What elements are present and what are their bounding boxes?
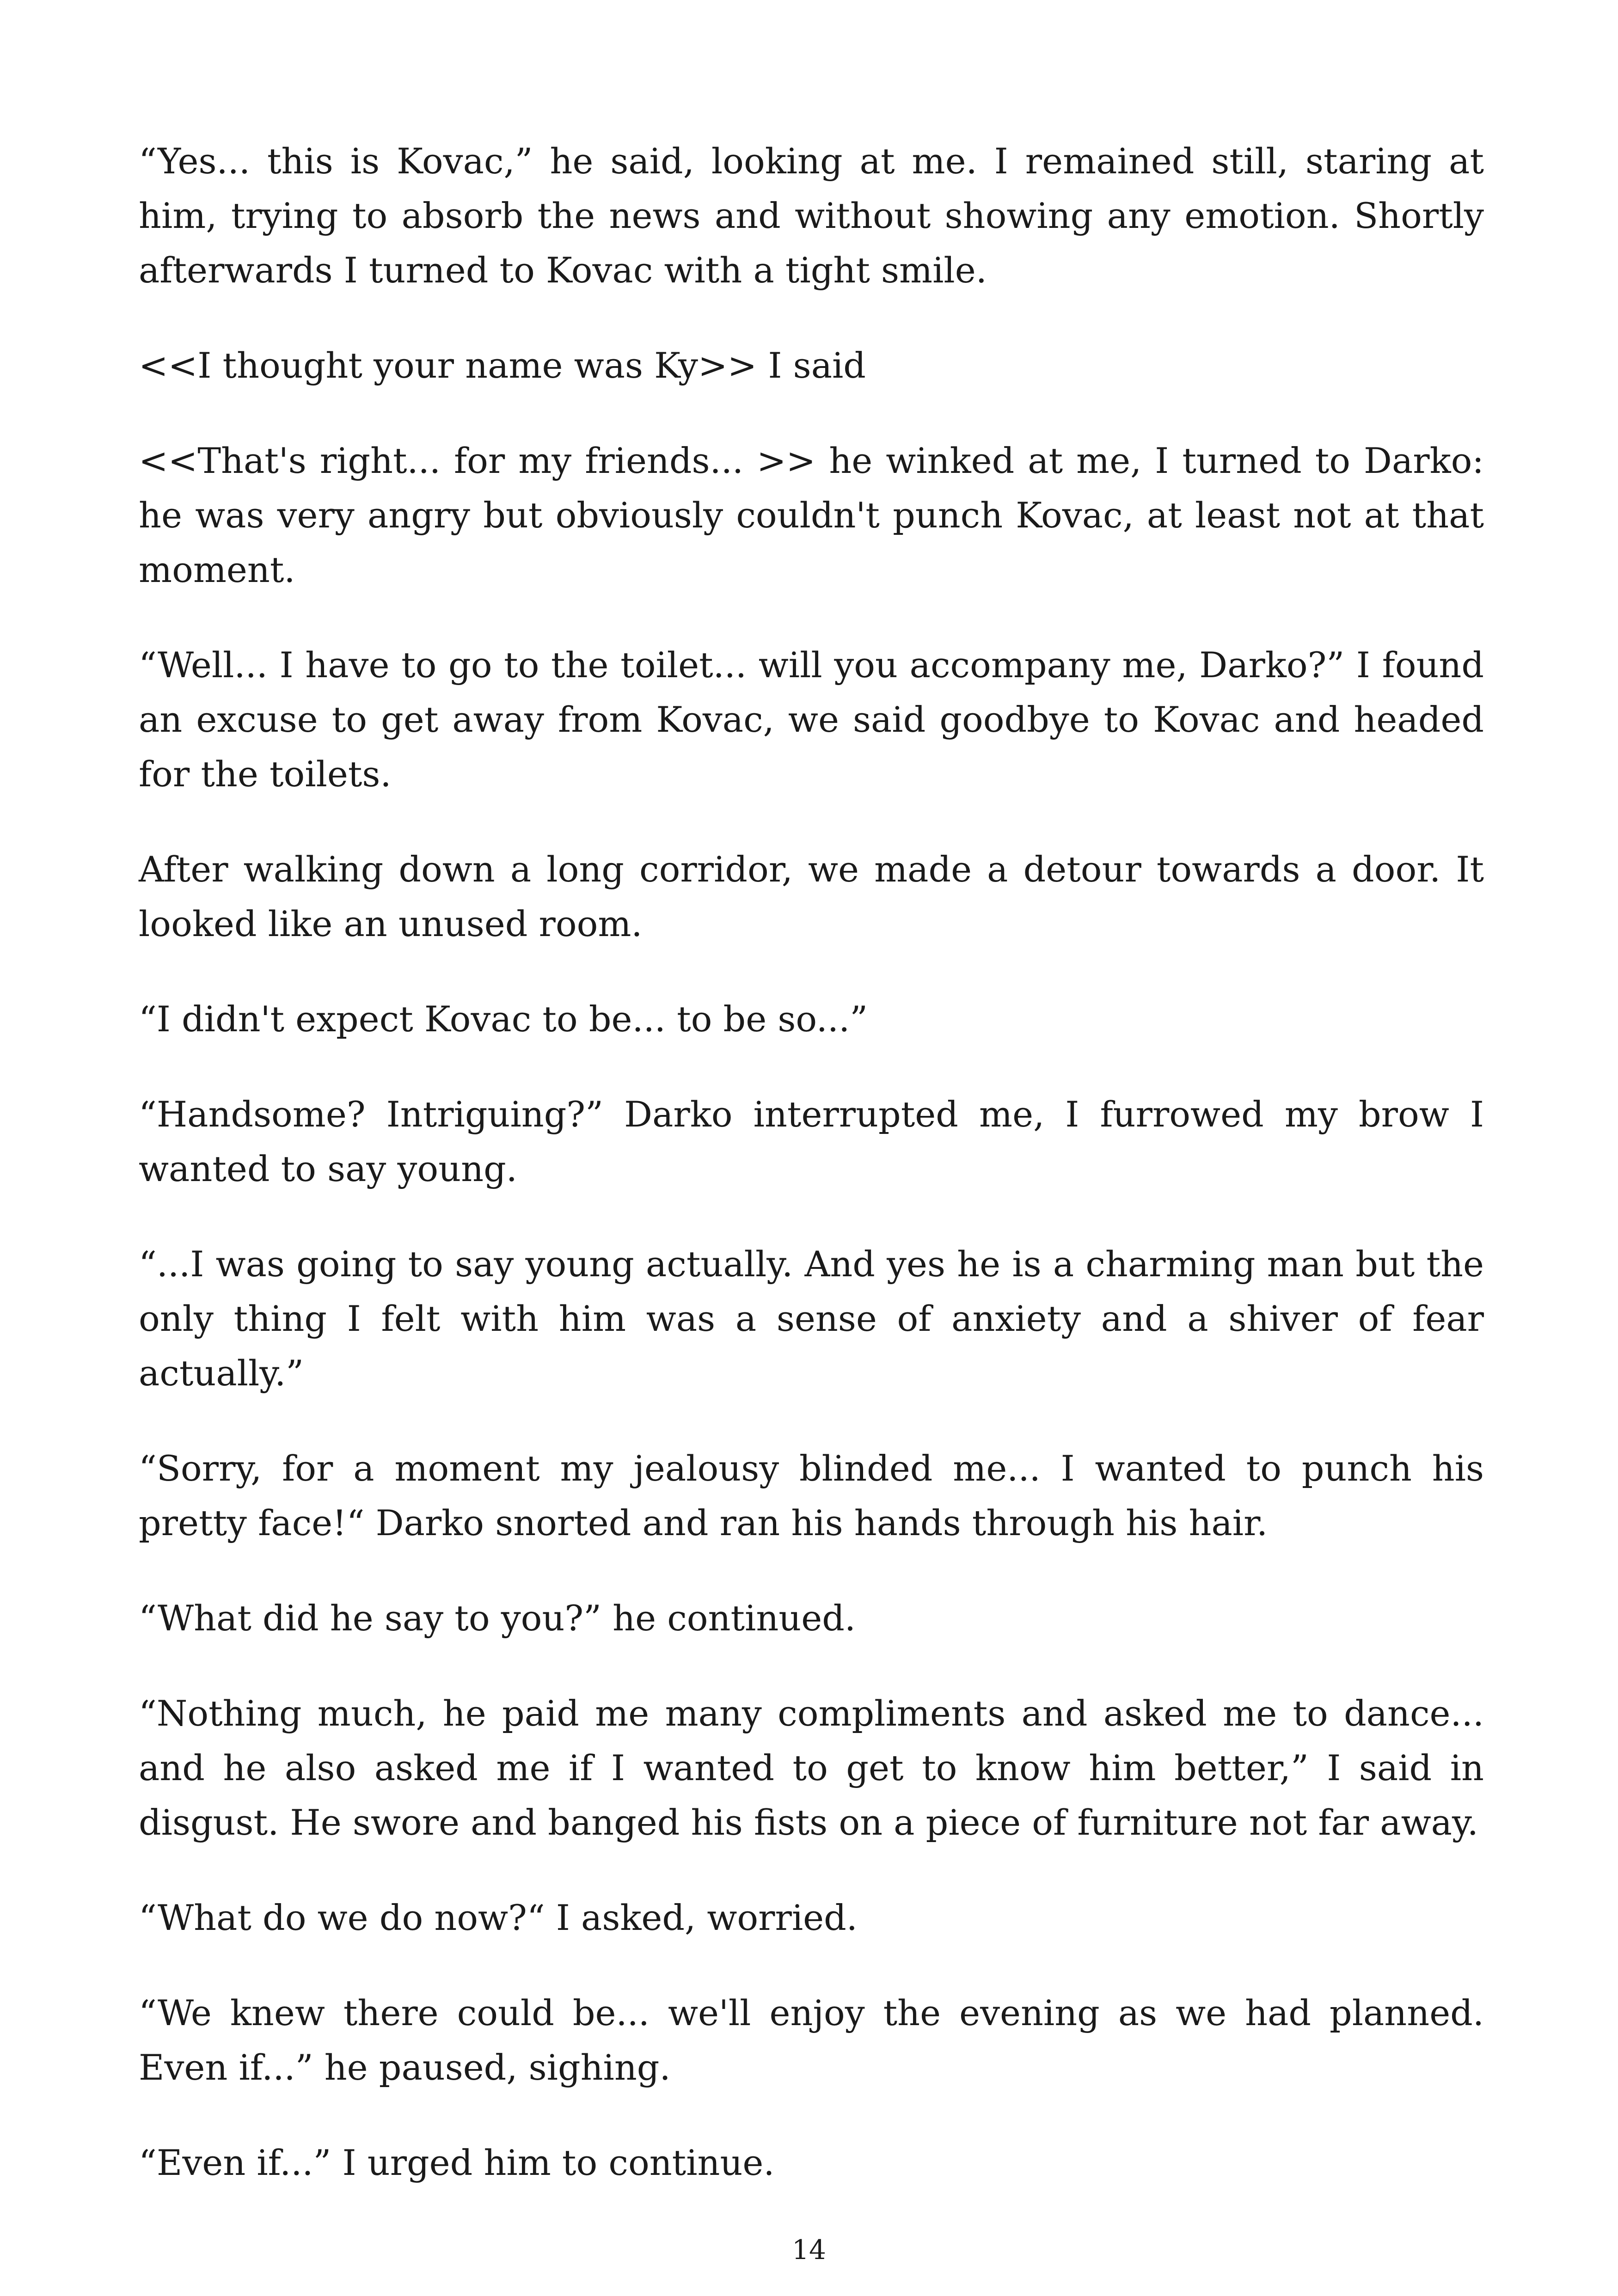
paragraph: <<I thought your name was Ky>> I said <box>139 345 866 386</box>
paragraph: “Sorry, for a moment my jealousy blinded me... I wanted to punch his pretty face!“ Darko snorted and ran his hands through his hair. <box>139 1448 1484 1543</box>
paragraph: “Handsome? Intriguing?” Darko interrupted me, I furrowed my brow I wanted to say young. <box>139 1094 1484 1189</box>
paragraph: “Nothing much, he paid me many compliments and asked me to dance... and he also asked me if I wanted to get to know him better,” I said in disgust. He swore and banged his fists on a piece of furniture not far away. <box>139 1693 1484 1843</box>
paragraph: “We knew there could be... we'll enjoy the evening as we had planned. Even if...” he paused, sighing. <box>139 1992 1484 2088</box>
paragraph: “Well... I have to go to the toilet... will you accompany me, Darko?” I found an excuse to get away from Kovac, we said goodbye to Kovac and headed for the toilets. <box>139 644 1484 795</box>
page-number: 14 <box>792 2234 826 2265</box>
paragraph: “...I was going to say young actually. And yes he is a charming man but the only thing I felt with him was a sense of anxiety and a shiver of fear actually.” <box>139 1243 1484 1394</box>
paragraph: “Yes... this is Kovac,” he said, looking at me. I remained still, staring at him, trying to absorb the news and without showing any emotion. Shortly afterwards I turned to Kovac with a tight smile. <box>139 141 1484 291</box>
paragraph: “Even if...” I urged him to continue. <box>139 2142 775 2183</box>
paragraph: <<That's right... for my friends... >> he winked at me, I turned to Darko: he was very angry but obviously couldn't punch Kovac, at least not at that moment. <box>139 440 1484 590</box>
body-text <box>139 134 1484 2231</box>
paragraph: “What do we do now?“ I asked, worried. <box>139 1897 858 1938</box>
paragraph: “What did he say to you?” he continued. <box>139 1598 856 1639</box>
paragraph: After walking down a long corridor, we made a detour towards a door. It looked like an unused room. <box>139 849 1484 944</box>
paragraph: “I didn't expect Kovac to be... to be so...” <box>139 998 868 1040</box>
